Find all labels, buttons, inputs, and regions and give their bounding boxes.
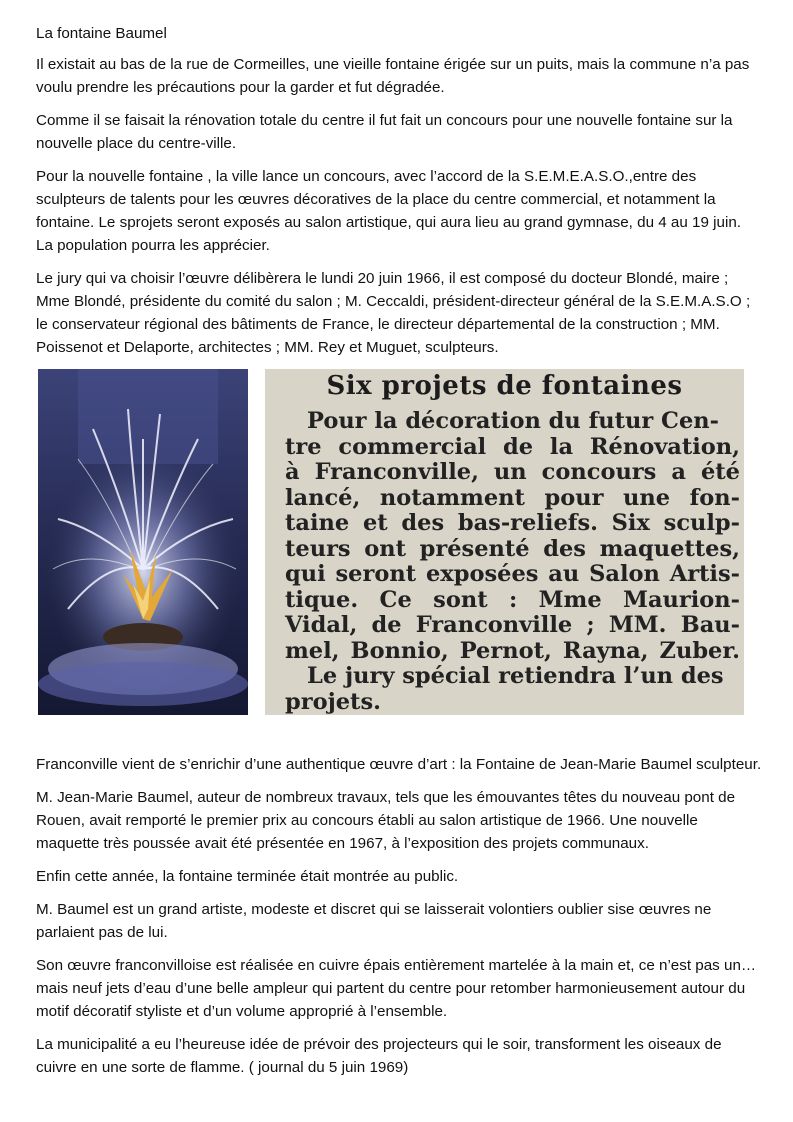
paragraph-work: Son œuvre franconvilloise est réalisée en cuivre épais entièrement martelée à la main et, ce n’est pas un…mais neuf jets d’eau d’une belle ampleur qui partent du centre pour retomber harmonieusement autour du motif décoratif styliste et d’un volume approprié à l’ensemble. — [36, 957, 757, 1020]
clipping-line: Vidal, de Franconville ; MM. Bau- — [285, 612, 740, 638]
clipping-line: Le jury spécial retiendra l’un des — [307, 663, 724, 689]
paragraph-renovation: Comme il se faisait la rénovation totale du centre il fut fait un concours pour une nouvelle fontaine sur la nouvelle place du centre-ville. — [36, 112, 733, 152]
clipping-line: projets. — [285, 688, 381, 715]
clipping-line: tique. Ce sont : Mme Maurion- — [285, 586, 740, 613]
paragraph-completion: Enfin cette année, la fontaine terminée était montrée au public. — [36, 868, 459, 885]
clipping-body — [285, 409, 740, 715]
fountain-illustration — [38, 369, 248, 715]
paragraph-lighting: La municipalité a eu l’heureuse idée de prévoir des projecteurs qui le soir, transforment les oiseaux de cuivre en une sorte de flamme. ( journal du 5 juin 1969) — [36, 1036, 722, 1076]
clipping-line: à Franconville, un concours a été — [285, 459, 740, 485]
clipping-line: Pour la décoration du futur Cen- — [307, 408, 719, 434]
paragraph-baumel-bio: M. Jean-Marie Baumel, auteur de nombreux travaux, tels que les émouvantes têtes du nouveau pont de Rouen, avait remporté le premier prix au concours établi au salon artistique de 1966. Une nouvelle maquette très poussée avait été présentée en 1967, à l’exposition des projets communaux. — [36, 789, 736, 852]
clipping-title: Six projets de fontaines — [326, 371, 683, 401]
document-title: La fontaine Baumel — [36, 25, 167, 42]
clipping-line: mel, Bonnio, Pernot, Rayna, Zuber. — [285, 637, 740, 664]
paragraph-enrichment: Franconville vient de s’enrichir d’une authentique œuvre d’art : la Fontaine de Jean-Marie Baumel sculpteur. — [36, 756, 762, 773]
clipping-line: teurs ont présenté des maquettes, — [285, 535, 740, 562]
paragraph-intro: Il existait au bas de la rue de Cormeilles, une vieille fontaine érigée sur un puits, mais la commune n’a pas voulu prendre les précautions pour la garder et fut dégradée. — [36, 56, 750, 96]
clipping-line: taine et des bas-reliefs. Six sculp- — [285, 510, 740, 536]
document-page — [36, 22, 762, 1089]
paragraph-jury: Le jury qui va choisir l’œuvre délibèrera le lundi 20 juin 1966, il est composé du docteur Blondé, maire ; Mme Blondé, présidente du comité du salon ; M. Ceccaldi, président-directeur général de la S.E.M.A.S.O ; le conservateur régional des bâtiments de France, le directeur départemental de la construction ; MM. Poissenot et Delaporte, architectes ; MM. Rey et Muguet, sculpteurs. — [36, 270, 751, 356]
figure-row — [36, 369, 762, 731]
paragraph-artist: M. Baumel est un grand artiste, modeste et discret qui se laisserait volontiers oublier sise œuvres ne parlaient pas de lui. — [36, 901, 712, 941]
fountain-photo — [38, 369, 248, 715]
clipping-line: tre commercial de la Rénovation, — [285, 433, 740, 460]
paragraph-contest: Pour la nouvelle fontaine , la ville lance un concours, avec l’accord de la S.E.M.E.A.S.O.,entre des sculpteurs de talents pour les œuvres décoratives de la place du centre commercial, et notamment la fontaine. Le sprojets seront exposés au salon artistique, qui aura lieu au grand gymnase, du 4 au 19 juin. La population pourra les apprécier. — [36, 168, 741, 254]
newspaper-clipping — [265, 369, 744, 715]
clipping-line: lancé, notamment pour une fon- — [285, 484, 740, 511]
clipping-line: qui seront exposées au Salon Artis- — [285, 561, 740, 587]
